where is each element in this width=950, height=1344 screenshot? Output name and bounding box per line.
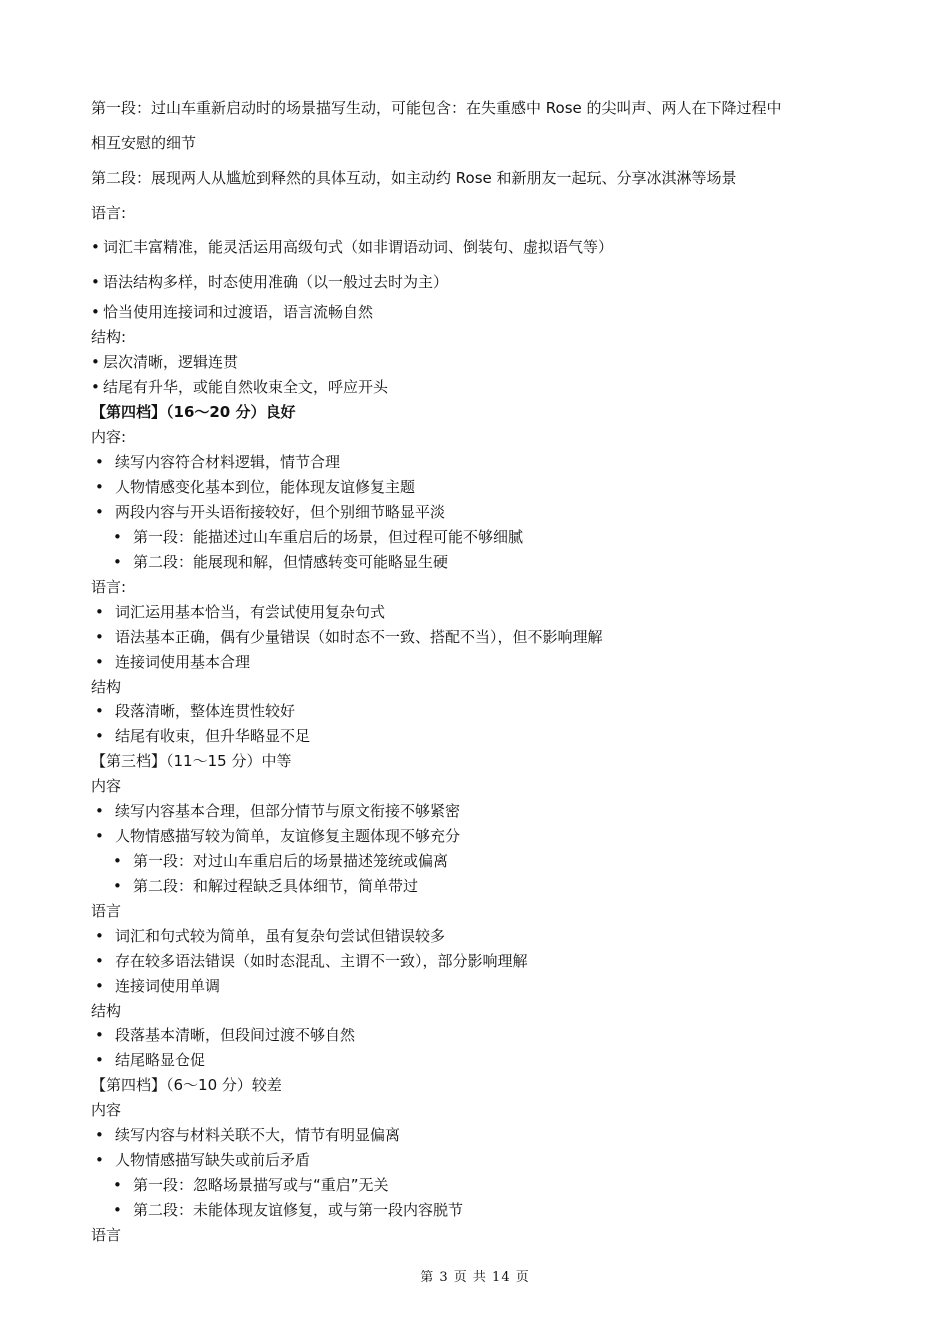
bullet-icon: • (95, 478, 104, 496)
bullet-icon: • (91, 273, 100, 291)
section-label: 语言 (91, 902, 122, 920)
list-item-text: 人物情感变化基本到位，能体现友谊修复主题 (115, 478, 416, 496)
section-label: 语言 (91, 1226, 122, 1244)
list-item-text: 结尾有升华，或能自然收束全文，呼应开头 (103, 378, 389, 396)
bullet-icon: • (95, 727, 104, 745)
list-item (91, 302, 373, 322)
page-number-footer: 第 3 页 共 14 页 (420, 1270, 530, 1285)
list-item (95, 477, 415, 497)
grade-heading: 【第三档】（11～15 分）中等 (91, 752, 292, 770)
list-item-text: 语法基本正确，偶有少量错误（如时态不一致、搭配不当），但不影响理解 (115, 628, 603, 646)
list-item (95, 502, 445, 522)
bullet-icon: • (95, 628, 104, 646)
list-item-text: 结尾略显仓促 (115, 1051, 206, 1069)
paragraph-line: 第二段：展现两人从尴尬到释然的具体互动，如主动约 Rose 和新朋友一起玩、分享冰淇淋等场景 (91, 169, 737, 187)
list-item-text: 词汇丰富精准，能灵活运用高级句式（如非谓语动词、倒装句、虚拟语气等） (103, 238, 614, 256)
sub-list-item (113, 876, 418, 896)
list-item-text: 恰当使用连接词和过渡语，语言流畅自然 (103, 303, 374, 321)
list-item (95, 801, 460, 821)
list-item (95, 951, 528, 971)
bullet-icon: • (95, 1151, 104, 1169)
list-item-text: 人物情感描写缺失或前后矛盾 (115, 1151, 311, 1169)
list-item-text: 第一段：对过山车重启后的场景描述笼统或偏离 (133, 852, 449, 870)
bullet-icon: • (113, 553, 122, 571)
bullet-icon: • (95, 453, 104, 471)
section-label: 内容 (91, 1101, 122, 1119)
bullet-icon: • (113, 528, 122, 546)
list-item (95, 1125, 400, 1145)
sub-list-item (113, 552, 448, 572)
list-item (95, 926, 445, 946)
bullet-icon: • (113, 1176, 122, 1194)
section-label: 语言: (91, 578, 127, 596)
bullet-icon: • (113, 877, 122, 895)
sub-list-item (113, 527, 523, 547)
list-item (95, 826, 460, 846)
bullet-icon: • (113, 852, 122, 870)
bullet-icon: • (95, 653, 104, 671)
sub-list-item (113, 1175, 389, 1195)
list-item (95, 701, 295, 721)
list-item-text: 人物情感描写较为简单，友谊修复主题体现不够充分 (115, 827, 461, 845)
sub-list-item (113, 851, 448, 871)
paragraph-line: 第一段：过山车重新启动时的场景描写生动，可能包含：在失重感中 Rose 的尖叫声、两人在下降过程中 (91, 99, 782, 117)
list-item-text: 层次清晰，逻辑连贯 (103, 353, 239, 371)
section-label: 内容: (91, 428, 127, 446)
list-item-text: 词汇和句式较为简单，虽有复杂句尝试但错误较多 (115, 927, 446, 945)
section-label: 结构 (91, 1002, 122, 1020)
section-label: 结构 (91, 678, 122, 696)
list-item (95, 652, 250, 672)
grade-heading: 【第四档】（16～20 分）良好 (91, 403, 296, 421)
list-item (95, 452, 340, 472)
list-item-text: 连接词使用单调 (115, 977, 221, 995)
list-item-text: 续写内容符合材料逻辑，情节合理 (115, 453, 341, 471)
bullet-icon: • (91, 378, 100, 396)
list-item-text: 两段内容与开头语衔接较好，但个别细节略显平淡 (115, 503, 446, 521)
list-item-text: 段落清晰，整体连贯性较好 (115, 702, 296, 720)
list-item (91, 352, 238, 372)
list-item-text: 续写内容与材料关联不大，情节有明显偏离 (115, 1126, 401, 1144)
list-item-text: 结尾有收束，但升华略显不足 (115, 727, 311, 745)
list-item (95, 602, 385, 622)
bullet-icon: • (91, 353, 100, 371)
list-item-text: 词汇运用基本恰当，有尝试使用复杂句式 (115, 603, 386, 621)
list-item (95, 1150, 310, 1170)
bullet-icon: • (95, 1126, 104, 1144)
list-item-text: 第二段：和解过程缺乏具体细节，简单带过 (133, 877, 419, 895)
list-item-text: 续写内容基本合理，但部分情节与原文衔接不够紧密 (115, 802, 461, 820)
bullet-icon: • (95, 1026, 104, 1044)
list-item (95, 976, 220, 996)
list-item (95, 1050, 205, 1070)
bullet-icon: • (95, 952, 104, 970)
list-item-text: 第一段：能描述过山车重启后的场景，但过程可能不够细腻 (133, 528, 524, 546)
grade-heading: 【第四档】（6～10 分）较差 (91, 1076, 282, 1094)
bullet-icon: • (95, 603, 104, 621)
list-item-text: 第二段：未能体现友谊修复，或与第一段内容脱节 (133, 1201, 464, 1219)
list-item-text: 存在较多语法错误（如时态混乱、主谓不一致），部分影响理解 (115, 952, 528, 970)
bullet-icon: • (95, 1051, 104, 1069)
list-item (95, 627, 603, 647)
section-label: 结构: (91, 328, 127, 346)
list-item-text: 语法结构多样，时态使用准确（以一般过去时为主） (103, 273, 449, 291)
bullet-icon: • (95, 802, 104, 820)
bullet-icon: • (95, 827, 104, 845)
list-item-text: 连接词使用基本合理 (115, 653, 251, 671)
bullet-icon: • (95, 927, 104, 945)
bullet-icon: • (113, 1201, 122, 1219)
list-item-text: 段落基本清晰，但段间过渡不够自然 (115, 1026, 356, 1044)
bullet-icon: • (95, 503, 104, 521)
sub-list-item (113, 1200, 463, 1220)
bullet-icon: • (91, 303, 100, 321)
section-label: 语言: (91, 204, 127, 222)
list-item (91, 377, 388, 397)
list-item (91, 272, 448, 292)
paragraph-line: 相互安慰的细节 (91, 134, 197, 152)
list-item-text: 第二段：能展现和解，但情感转变可能略显生硬 (133, 553, 449, 571)
list-item (95, 726, 310, 746)
list-item-text: 第一段：忽略场景描写或与“重启”无关 (133, 1176, 389, 1194)
bullet-icon: • (95, 702, 104, 720)
list-item (95, 1025, 355, 1045)
list-item (91, 237, 613, 257)
section-label: 内容 (91, 777, 122, 795)
bullet-icon: • (95, 977, 104, 995)
bullet-icon: • (91, 238, 100, 256)
